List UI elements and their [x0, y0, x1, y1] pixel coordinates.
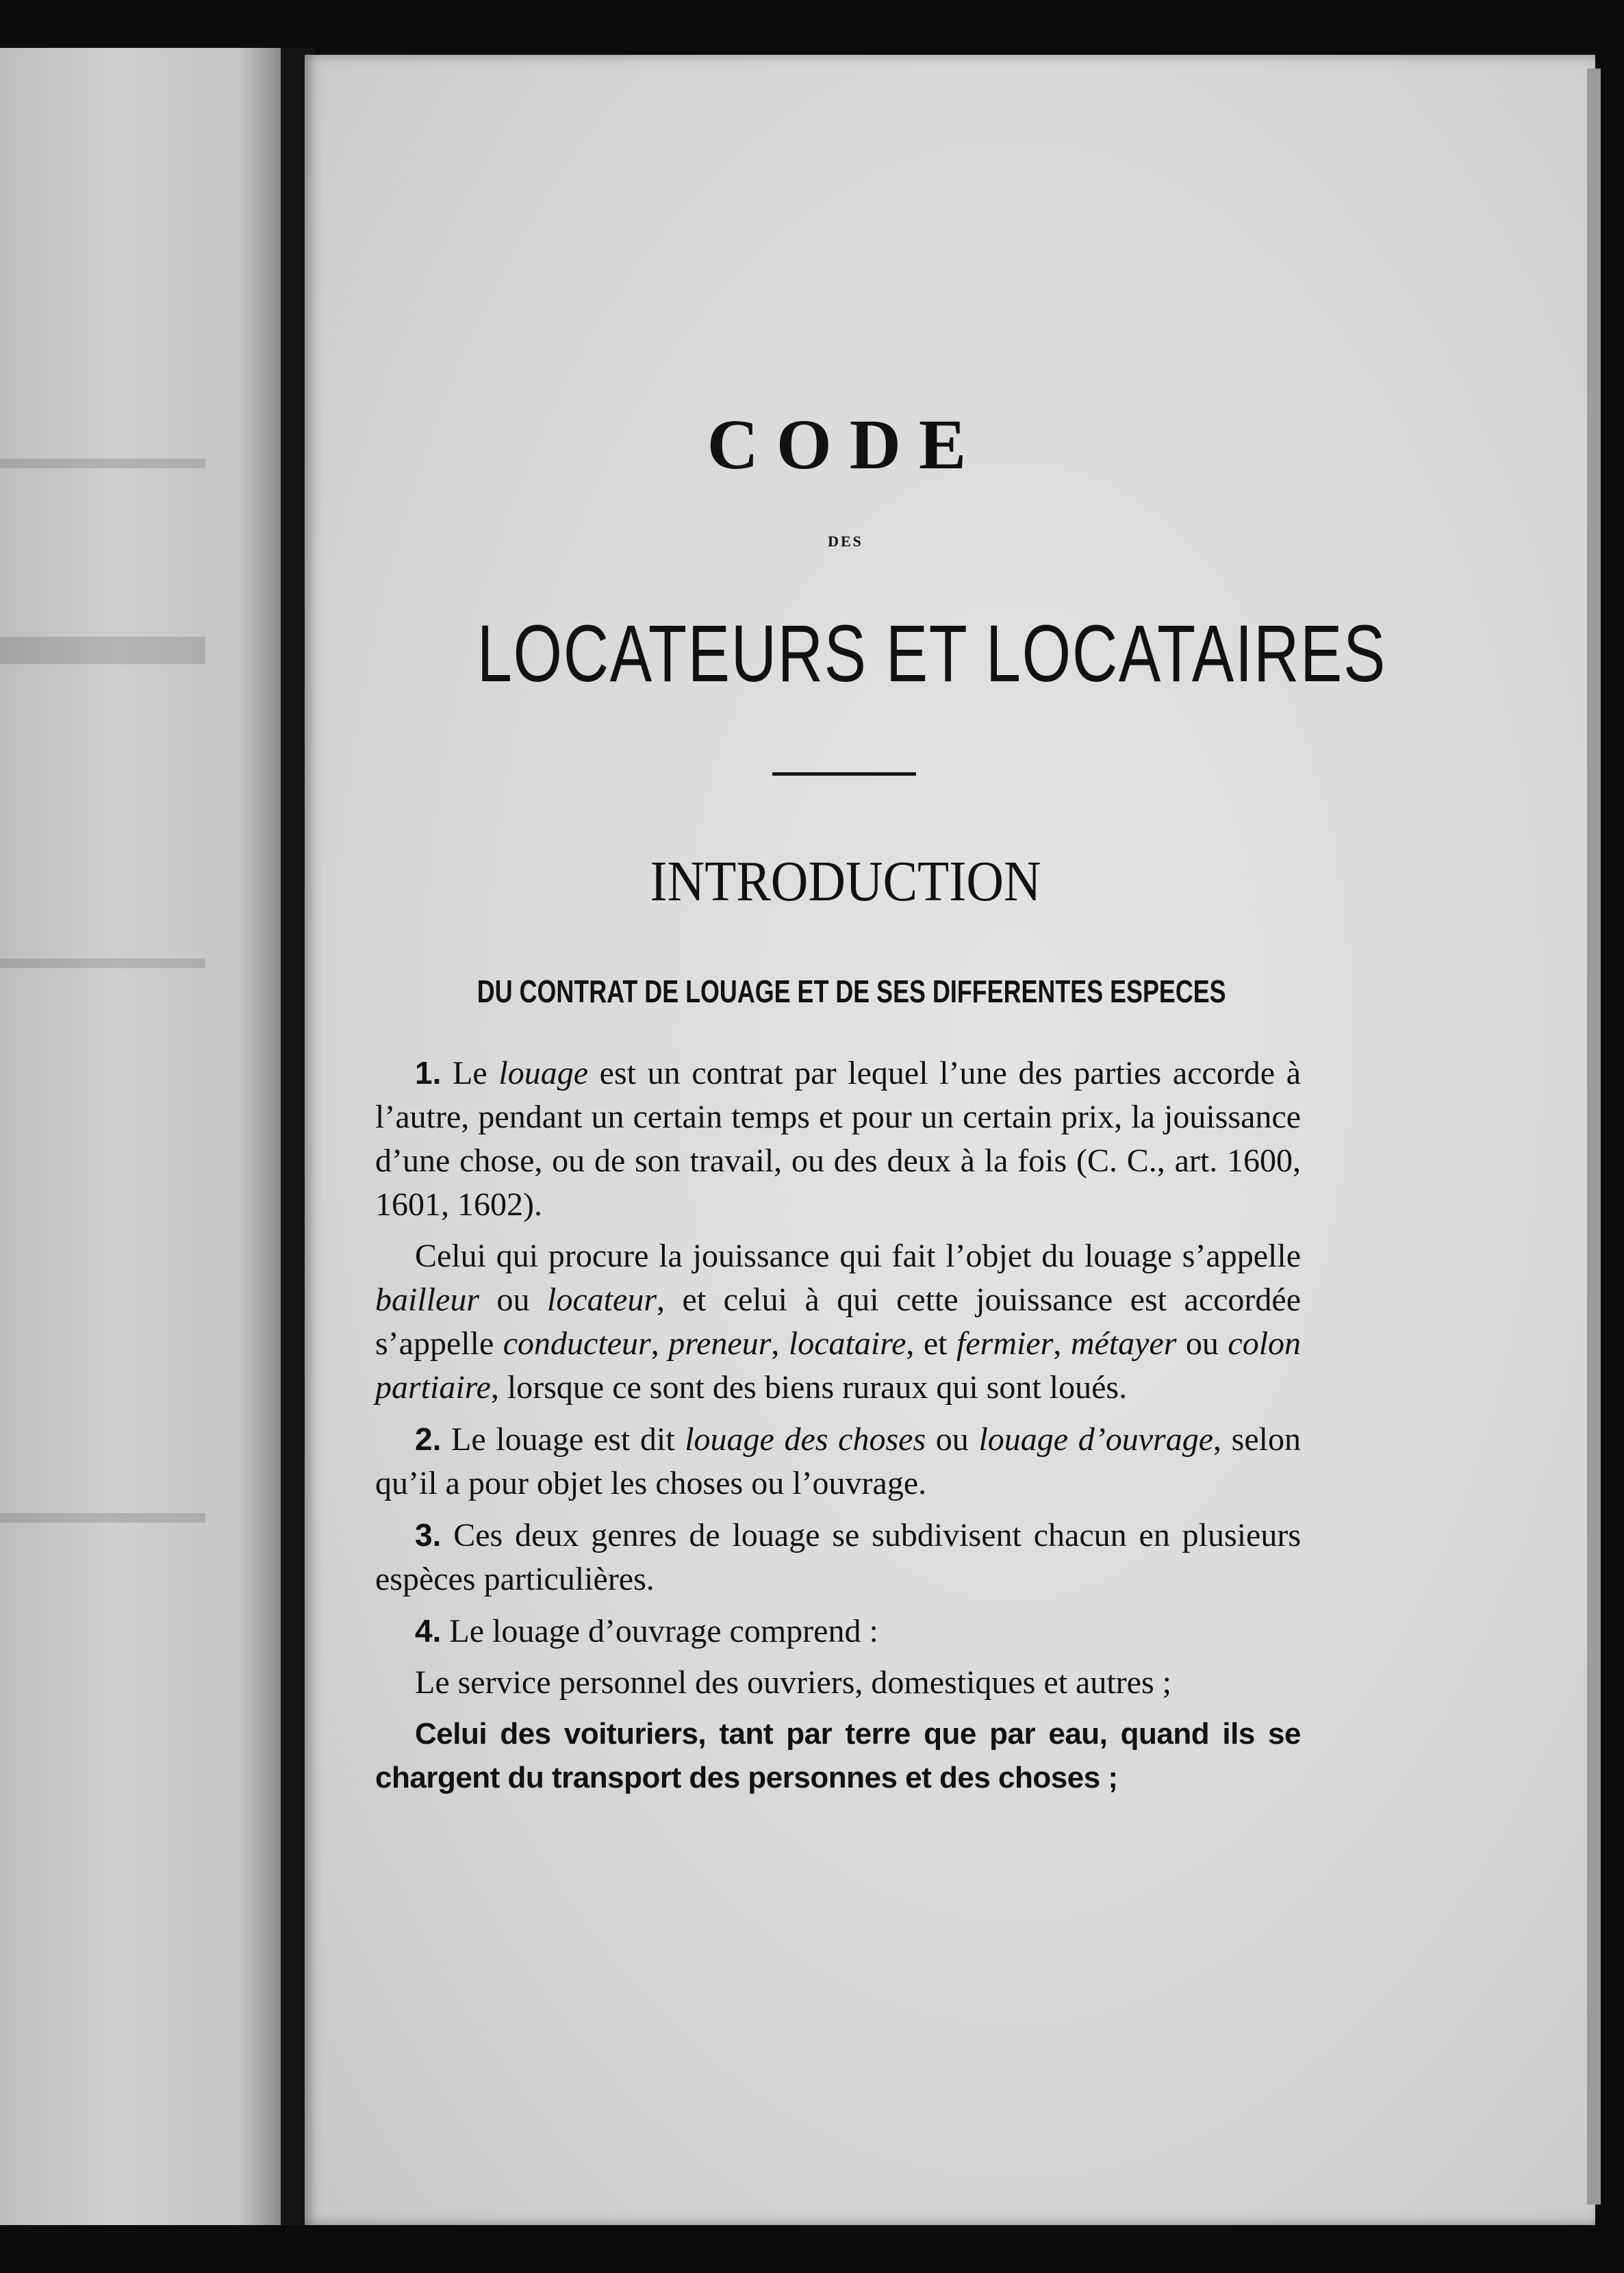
- text-run: ,: [650, 1325, 669, 1362]
- italic-term: louage: [498, 1055, 588, 1091]
- title-rule: [772, 772, 916, 776]
- title-des: DES: [828, 533, 863, 550]
- text-run: , lorsque ce sont des biens ruraux qui sont loués.: [490, 1369, 1128, 1406]
- section-subheading: DU CONTRAT DE LOUAGE ET DE SES DIFFERENTES ESPECES: [477, 974, 1226, 1009]
- introduction-heading: INTRODUCTION: [650, 850, 1041, 913]
- italic-term: conducteur: [503, 1325, 651, 1362]
- text-run: Le: [441, 1055, 499, 1091]
- italic-term: louage des choses: [685, 1421, 926, 1458]
- paragraph-1b: [375, 1234, 1301, 1410]
- italic-term: preneur: [668, 1325, 772, 1362]
- italic-term: locataire: [788, 1325, 906, 1362]
- paragraph-number: 2.: [415, 1421, 442, 1457]
- text-run: Le service personnel des ouvriers, domestiques et autres ;: [415, 1664, 1171, 1701]
- italic-term: bailleur: [375, 1282, 479, 1318]
- text-run: Le louage est dit: [441, 1421, 685, 1458]
- italic-term: métayer: [1070, 1325, 1177, 1362]
- text-run: ou: [926, 1421, 979, 1458]
- text-run: Ces deux genres de louage se subdivisent chacun en plusieurs espèces particulières.: [375, 1517, 1301, 1597]
- paragraph-5: [375, 1661, 1301, 1705]
- paragraph-number: 3.: [415, 1517, 442, 1553]
- faint-text-line: [0, 958, 205, 968]
- italic-term: fermier: [956, 1325, 1054, 1362]
- paragraph-2: [375, 1417, 1301, 1506]
- facing-page-left: [0, 48, 281, 2225]
- title-main: LOCATEURS ET LOCATAIRES: [477, 609, 1386, 699]
- italic-term: louage d’ouvrage: [978, 1421, 1214, 1458]
- italic-term: colon partiaire: [375, 1325, 1302, 1406]
- text-run: ,: [771, 1325, 789, 1362]
- faint-text-line: [0, 459, 205, 468]
- text-run: Celui des voituriers, tant par terre que par eau, quand ils se chargent du transport des personnes et des choses ;: [375, 1717, 1301, 1794]
- text-run: , et celui à qui cette jouissance est accordée s’appelle: [375, 1282, 1302, 1362]
- paragraph-3: [375, 1513, 1301, 1601]
- paragraph-6: [375, 1712, 1301, 1800]
- paragraph-4: [375, 1609, 1301, 1653]
- body-text: [375, 1051, 1301, 1807]
- text-run: Celui qui procure la jouissance qui fait l’objet du louage s’appelle: [415, 1238, 1301, 1274]
- text-run: , selon qu’il a pour objet les choses ou l’ouvrage.: [375, 1421, 1301, 1501]
- paragraph-number: 4.: [415, 1613, 442, 1649]
- title-code: CODE: [707, 405, 985, 484]
- text-run: ou: [479, 1282, 548, 1318]
- paragraph-1: [375, 1051, 1301, 1227]
- faint-text-line: [0, 1513, 205, 1523]
- text-run: , et: [906, 1325, 957, 1362]
- faint-text-line: [0, 637, 205, 664]
- text-run: Le louage d’ouvrage comprend :: [441, 1613, 878, 1649]
- text-run: est un contrat par lequel l’une des parties accorde à l’autre, pendant un certain temps et pour un certain prix, la jouissance d’une chose, ou de son travail, ou des deux à la fois (C. C., art. 1600, 1601, 1602).: [375, 1055, 1302, 1223]
- paragraph-number: 1.: [415, 1055, 442, 1091]
- text-run: ,: [1053, 1325, 1071, 1362]
- italic-term: locateur: [547, 1282, 657, 1318]
- page-edge: [1587, 68, 1601, 2205]
- text-run: ou: [1176, 1325, 1228, 1362]
